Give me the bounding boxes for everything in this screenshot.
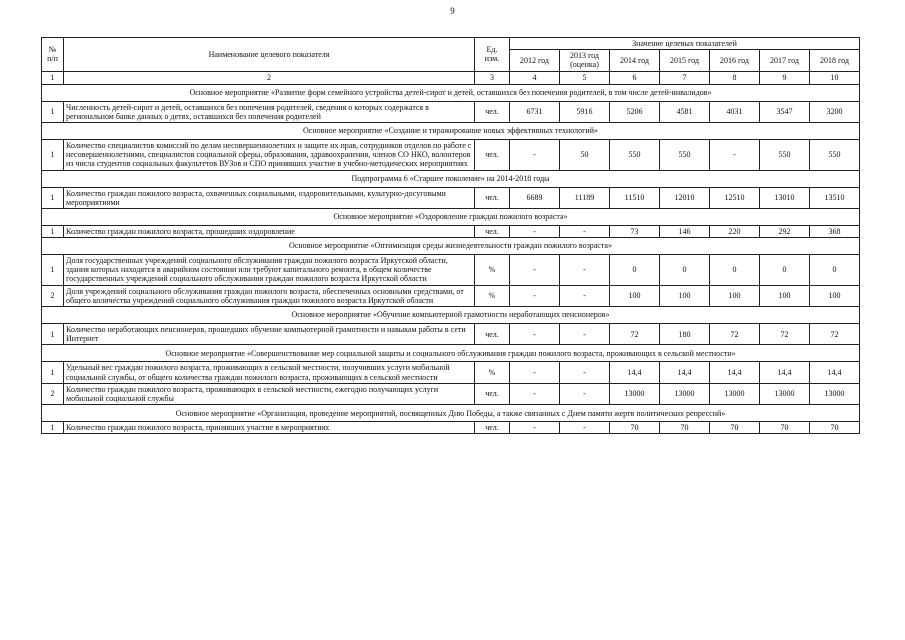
value-cell: 14,4 bbox=[760, 362, 810, 383]
value-cell: 0 bbox=[610, 255, 660, 286]
table-body bbox=[42, 84, 860, 434]
value-cell: 4031 bbox=[710, 101, 760, 122]
table-header bbox=[42, 38, 860, 85]
unit-cell: % bbox=[475, 255, 510, 286]
row-number: 1 bbox=[42, 187, 64, 208]
unit-cell: чел. bbox=[475, 324, 510, 345]
section-header-row bbox=[42, 208, 860, 225]
table-row bbox=[42, 383, 860, 404]
value-cell: 368 bbox=[810, 225, 860, 237]
value-cell: 70 bbox=[710, 422, 760, 434]
value-cell: - bbox=[510, 225, 560, 237]
value-cell: 146 bbox=[660, 225, 710, 237]
table-row bbox=[42, 285, 860, 306]
section-title: Основное мероприятие «Оптимизация среды жизнедеятельности граждан пожилого возраста» bbox=[42, 238, 860, 255]
page-number: 9 bbox=[450, 6, 455, 16]
value-cell: - bbox=[510, 255, 560, 286]
header-year: 2015 год bbox=[660, 50, 710, 71]
row-number: 1 bbox=[42, 422, 64, 434]
value-cell: 70 bbox=[810, 422, 860, 434]
value-cell: 72 bbox=[610, 324, 660, 345]
value-cell: 50 bbox=[560, 139, 610, 170]
indicator-name: Количество граждан пожилого возраста, охваченных социальными, оздоровительными, культурно-досуговыми мероприятиями bbox=[64, 187, 475, 208]
value-cell: 0 bbox=[760, 255, 810, 286]
value-cell: 0 bbox=[810, 255, 860, 286]
value-cell: 13000 bbox=[810, 383, 860, 404]
column-number: 10 bbox=[810, 71, 860, 84]
header-year: 2016 год bbox=[710, 50, 760, 71]
section-header-row bbox=[42, 122, 860, 139]
header-year: 2018 год bbox=[810, 50, 860, 71]
value-cell: 14,4 bbox=[710, 362, 760, 383]
column-number: 1 bbox=[42, 71, 64, 84]
section-header-row bbox=[42, 84, 860, 101]
section-title: Основное мероприятие «Совершенствование мер социальной защиты и социального обслуживания граждан пожилого возраста, проживающих в сельской местности» bbox=[42, 345, 860, 362]
value-cell: 13000 bbox=[610, 383, 660, 404]
value-cell: 13010 bbox=[760, 187, 810, 208]
value-cell: 72 bbox=[760, 324, 810, 345]
indicator-name: Доля учреждений социального обслуживания граждан пожилого возраста, обеспеченных основными средствами, от общего количества учреждений социального обслуживания граждан пожилого возраста Иркутской области bbox=[64, 285, 475, 306]
table-row bbox=[42, 422, 860, 434]
value-cell: 550 bbox=[610, 139, 660, 170]
unit-cell: чел. bbox=[475, 422, 510, 434]
value-cell: - bbox=[560, 422, 610, 434]
value-cell: - bbox=[510, 383, 560, 404]
indicator-name: Удельный вес граждан пожилого возраста, проживающих в сельской местности, получивших услуги мобильной социальной службы, от общего количества граждан пожилого возраста, проживающих в сельской местности bbox=[64, 362, 475, 383]
section-title: Основное мероприятие «Оздоровление граждан пожилого возраста» bbox=[42, 208, 860, 225]
unit-cell: чел. bbox=[475, 139, 510, 170]
section-title: Основное мероприятие «Организация, проведение мероприятий, посвященных Дню Победы, а также связанных с Днем памяти жертв политических репрессий» bbox=[42, 405, 860, 422]
value-cell: 13000 bbox=[760, 383, 810, 404]
value-cell: - bbox=[560, 225, 610, 237]
value-cell: - bbox=[560, 324, 610, 345]
column-number: 5 bbox=[560, 71, 610, 84]
indicator-name: Количество граждан пожилого возраста, прошедших оздоровление bbox=[64, 225, 475, 237]
table-row bbox=[42, 225, 860, 237]
value-cell: 100 bbox=[760, 285, 810, 306]
value-cell: - bbox=[560, 285, 610, 306]
section-title: Основное мероприятие «Обучение компьютерной грамотности неработающих пенсионеров» bbox=[42, 307, 860, 324]
value-cell: - bbox=[510, 139, 560, 170]
row-number: 1 bbox=[42, 101, 64, 122]
value-cell: 13000 bbox=[660, 383, 710, 404]
table-row bbox=[42, 187, 860, 208]
indicator-name: Количество неработающих пенсионеров, прошедших обучение компьютерной грамотности и навыкам работы в сети Интернет bbox=[64, 324, 475, 345]
table-row bbox=[42, 362, 860, 383]
row-number: 1 bbox=[42, 324, 64, 345]
value-cell: - bbox=[560, 383, 610, 404]
section-title: Подпрограмма 6 «Старшее поколение» на 2014-2018 годы bbox=[42, 170, 860, 187]
value-cell: 4581 bbox=[660, 101, 710, 122]
value-cell: 70 bbox=[660, 422, 710, 434]
table-row bbox=[42, 139, 860, 170]
value-cell: 180 bbox=[660, 324, 710, 345]
row-number: 1 bbox=[42, 225, 64, 237]
row-number: 1 bbox=[42, 362, 64, 383]
value-cell: 5916 bbox=[560, 101, 610, 122]
header-unit: Ед. изм. bbox=[475, 38, 510, 72]
value-cell: 72 bbox=[710, 324, 760, 345]
section-header-row bbox=[42, 238, 860, 255]
unit-cell: % bbox=[475, 285, 510, 306]
indicator-name: Количество специалистов комиссий по делам несовершеннолетних и защите их прав, сотрудников отделов по работе с несовершеннолетними, специалистов социальной сферы, образования, здравоохранения, членов СО НКО, волонтеров из числа студентов социальных факультетов ВУЗов и СПО принявших участие в учебно-методических мероприятиях bbox=[64, 139, 475, 170]
section-header-row bbox=[42, 345, 860, 362]
unit-cell: % bbox=[475, 362, 510, 383]
table-row bbox=[42, 101, 860, 122]
value-cell: 550 bbox=[810, 139, 860, 170]
value-cell: 6689 bbox=[510, 187, 560, 208]
section-title: Основное мероприятие «Развитие форм семейного устройства детей-сирот и детей, оставшихся без попечения родителей, в том числе детей-инвалидов» bbox=[42, 84, 860, 101]
unit-cell: чел. bbox=[475, 225, 510, 237]
indicators-table bbox=[41, 37, 860, 434]
section-header-row bbox=[42, 405, 860, 422]
unit-cell: чел. bbox=[475, 187, 510, 208]
value-cell: - bbox=[510, 422, 560, 434]
indicator-name: Доля государственных учреждений социального обслуживания граждан пожилого возраста Иркутской области, здания которых находятся в аварийном состоянии или требуют капитального ремонта, в общем количестве государственных учреждений социального обслуживания граждан пожилого возраста Иркутской области bbox=[64, 255, 475, 286]
value-cell: 70 bbox=[760, 422, 810, 434]
value-cell: 11510 bbox=[610, 187, 660, 208]
column-number: 6 bbox=[610, 71, 660, 84]
column-number: 3 bbox=[475, 71, 510, 84]
indicator-name: Количество граждан пожилого возраста, принявших участие в мероприятиях bbox=[64, 422, 475, 434]
column-number: 4 bbox=[510, 71, 560, 84]
indicator-name: Количество граждан пожилого возраста, проживающих в сельской местности, ежегодно получающих услуги мобильной социальной службы bbox=[64, 383, 475, 404]
section-header-row bbox=[42, 170, 860, 187]
column-number: 7 bbox=[660, 71, 710, 84]
value-cell: 292 bbox=[760, 225, 810, 237]
value-cell: 73 bbox=[610, 225, 660, 237]
header-year: 2013 год (оценка) bbox=[560, 50, 610, 71]
value-cell: 14,4 bbox=[660, 362, 710, 383]
value-cell: 11189 bbox=[560, 187, 610, 208]
value-cell: - bbox=[510, 324, 560, 345]
value-cell: 5206 bbox=[610, 101, 660, 122]
unit-cell: чел. bbox=[475, 383, 510, 404]
header-year: 2012 год bbox=[510, 50, 560, 71]
column-number: 8 bbox=[710, 71, 760, 84]
row-number: 2 bbox=[42, 285, 64, 306]
table-row bbox=[42, 255, 860, 286]
value-cell: - bbox=[510, 285, 560, 306]
value-cell: 12010 bbox=[660, 187, 710, 208]
value-cell: 100 bbox=[710, 285, 760, 306]
header-num: № п/п bbox=[42, 38, 64, 72]
value-cell: 0 bbox=[710, 255, 760, 286]
table-row bbox=[42, 324, 860, 345]
header-name: Наименование целевого показателя bbox=[64, 38, 475, 72]
header-values: Значение целевых показателей bbox=[510, 38, 860, 50]
value-cell: 12510 bbox=[710, 187, 760, 208]
value-cell: 100 bbox=[660, 285, 710, 306]
row-number: 2 bbox=[42, 383, 64, 404]
row-number: 1 bbox=[42, 139, 64, 170]
value-cell: 72 bbox=[810, 324, 860, 345]
value-cell: - bbox=[560, 362, 610, 383]
value-cell: 70 bbox=[610, 422, 660, 434]
value-cell: - bbox=[510, 362, 560, 383]
value-cell: 0 bbox=[660, 255, 710, 286]
value-cell: - bbox=[710, 139, 760, 170]
indicator-name: Численность детей-сирот и детей, оставшихся без попечения родителей, сведения о которых содержатся в региональном банке данных о детях, оставшихся без попечения родителей bbox=[64, 101, 475, 122]
column-numbers-row bbox=[42, 71, 860, 84]
header-year: 2014 год bbox=[610, 50, 660, 71]
value-cell: 3547 bbox=[760, 101, 810, 122]
column-number: 2 bbox=[64, 71, 475, 84]
value-cell: - bbox=[560, 255, 610, 286]
value-cell: 550 bbox=[660, 139, 710, 170]
section-header-row bbox=[42, 307, 860, 324]
row-number: 1 bbox=[42, 255, 64, 286]
value-cell: 100 bbox=[610, 285, 660, 306]
value-cell: 550 bbox=[760, 139, 810, 170]
value-cell: 14,4 bbox=[610, 362, 660, 383]
value-cell: 14,4 bbox=[810, 362, 860, 383]
value-cell: 220 bbox=[710, 225, 760, 237]
value-cell: 13510 bbox=[810, 187, 860, 208]
value-cell: 6731 bbox=[510, 101, 560, 122]
section-title: Основное мероприятие «Создание и тиражирование новых эффективных технологий» bbox=[42, 122, 860, 139]
header-year: 2017 год bbox=[760, 50, 810, 71]
column-number: 9 bbox=[760, 71, 810, 84]
unit-cell: чел. bbox=[475, 101, 510, 122]
value-cell: 3200 bbox=[810, 101, 860, 122]
value-cell: 13000 bbox=[710, 383, 760, 404]
value-cell: 100 bbox=[810, 285, 860, 306]
